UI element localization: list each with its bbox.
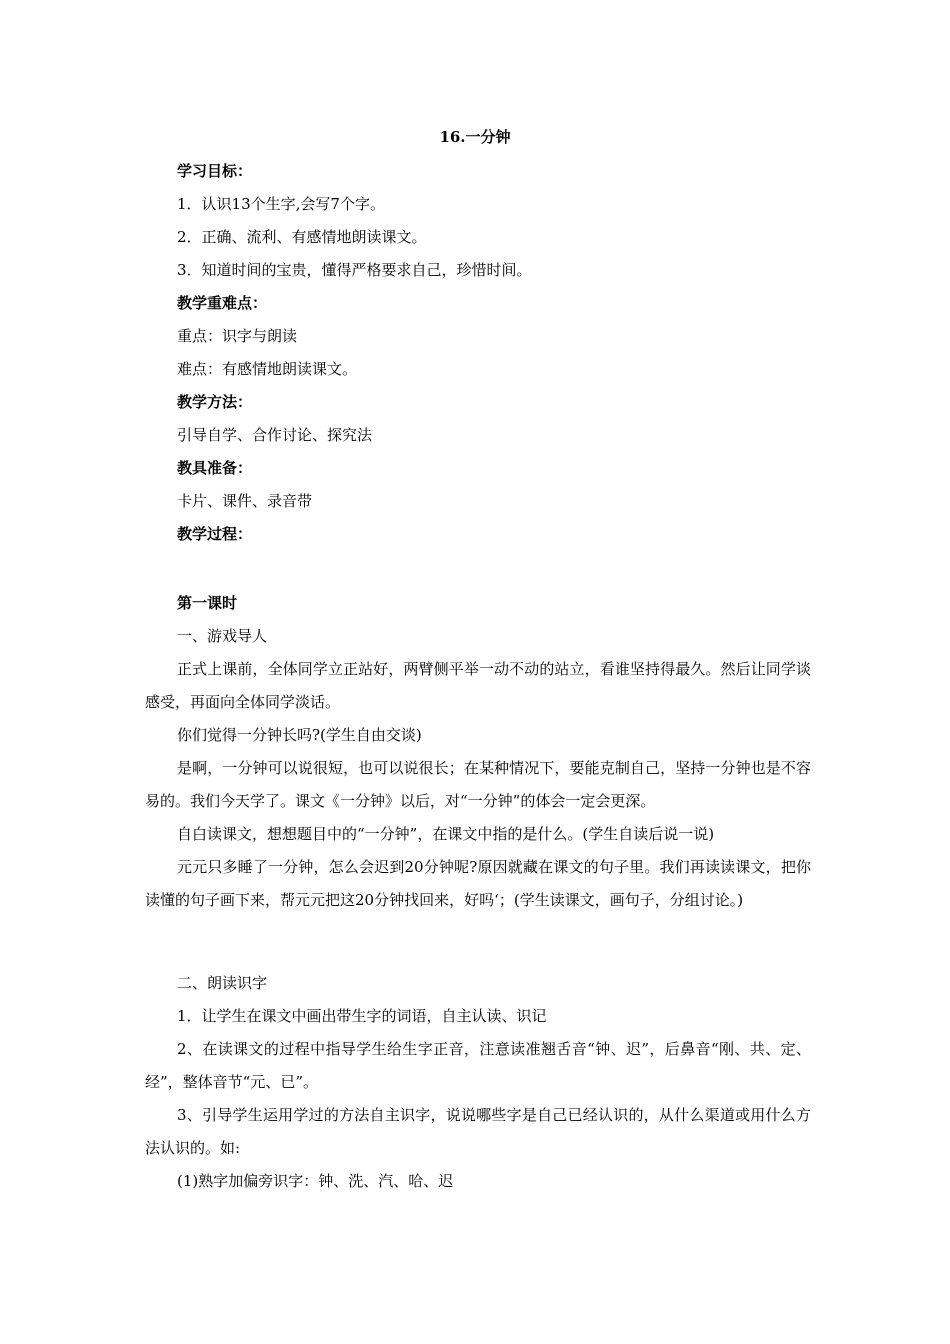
paragraph-step-2: 2、在读课文的过程中指导学生给生字正音，注意读准翘舌音“钟、迟”，后鼻音“刚、共、定、经”，整体音节“元、已”。 [145,1040,811,1091]
paragraph-step-3-item-1: (1)熟字加偏旁识字：钟、洗、汽、哈、迟 [177,1172,454,1190]
paragraph-step-1: 1．让学生在课文中画出带生字的词语，自主认读、识记 [177,1007,547,1025]
document-title: 16.一分钟 [439,128,511,146]
section-heading-1: 一、游戏导人 [177,627,268,645]
paragraph-one-minute: 是啊，一分钟可以说很短，也可以说很长；在某种情况下，要能克制自己，坚持一分钟也是不容易的。我们今天学了。课文《一分钟》以后，对“一分钟”的体会一定会更深。 [145,759,811,810]
difficulty-text: 难点：有感情地朗读课文。 [177,360,358,378]
keypoints-heading: 教学重难点： [177,294,268,312]
goal-item-3: 3．知道时间的宝贵，懂得严格要求自己，珍惜时间。 [177,261,532,279]
tools-text: 卡片、课件、录音带 [177,492,313,510]
paragraph-question: 你们觉得一分钟长吗?(学生自由交谈) [177,726,422,744]
goal-item-2: 2．正确、流利、有感情地朗读课文。 [177,228,427,246]
method-text: 引导自学、合作讨论、探究法 [177,426,373,444]
goal-item-1: 1．认识13个生字,会写7个字。 [177,195,385,213]
paragraph-self-read: 自白读课文，想想题目中的“一分钟”，在课文中指的是什么。(学生自读后说一说) [177,825,715,843]
paragraph-intro-game: 正式上课前，全体同学立正站好，两臂侧平举一动不动的站立，看谁坚持得最久。然后让同学谈感受，再面向全体同学淡话。 [145,660,811,711]
paragraph-yuanyuan: 元元只多睡了一分钟，怎么会迟到20分钟呢?原因就藏在课文的句子里。我们再读读课文，把你读懂的句子画下来，帮元元把这20分钟找回来，好吗‘；(学生读课文，画句子，分组讨论。) [145,858,811,909]
process-heading: 教学过程： [177,525,253,543]
tools-heading: 教具准备： [177,459,253,477]
method-heading: 教学方法： [177,393,253,411]
section-heading-2: 二、朗读识字 [177,974,268,992]
keypoint-text: 重点：识字与朗读 [177,327,298,345]
paragraph-step-3: 3、引导学生运用学过的方法自主识字，说说哪些字是自己已经认识的，从什么渠道或用什么方法认识的。如: [145,1106,811,1157]
lesson-heading: 第一课时 [177,594,238,612]
goals-heading: 学习目标： [177,162,253,180]
